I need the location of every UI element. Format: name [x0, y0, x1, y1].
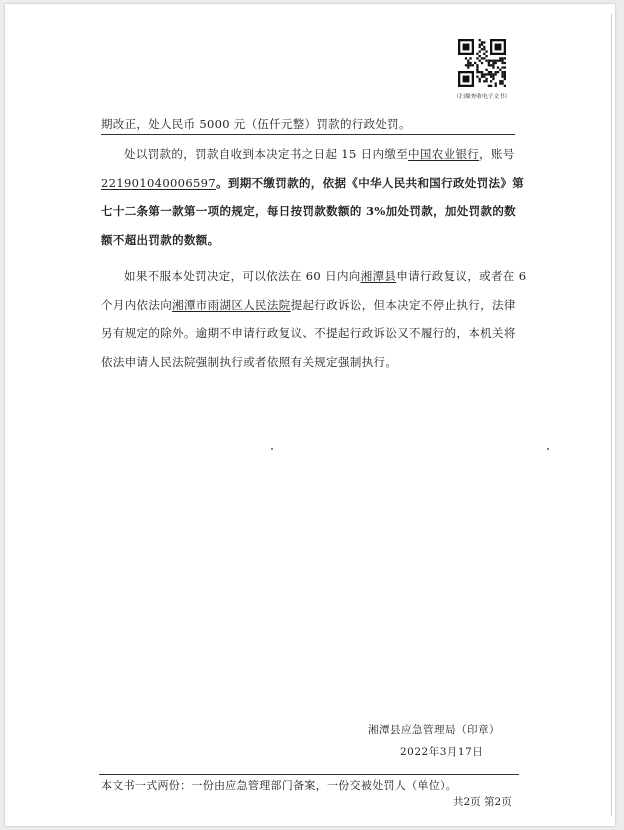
signature-block	[360, 719, 520, 763]
footer-note: 本文书一式两份：一份由应急管理部门备案，一份交被处罚人（单位）。	[101, 779, 458, 792]
underlined-text: 湘潭市雨湖区人民法院	[172, 297, 291, 312]
qr-block	[449, 39, 515, 100]
underlined-text: 中国农业银行	[408, 147, 480, 161]
paragraph-text: 处以罚款的，罚款自收到本决定书之日起 15 日内缴至	[124, 147, 409, 161]
paragraph-text: ，账号	[479, 147, 515, 161]
page-count: 共2页 第2页	[453, 796, 512, 808]
scan-dot	[547, 448, 549, 450]
paragraph-text: 如果不服本处罚决定，可以依法在 60 日内向	[124, 269, 361, 283]
underlined-text: 湘潭县	[360, 269, 397, 283]
document-page	[5, 4, 615, 826]
footer-rule	[99, 774, 519, 775]
continued-penalty-line: 期改正，处人民币 5000 元（伍仟元整）罚款的行政处罚。	[101, 116, 515, 135]
underlined-text: 221901040006597	[101, 175, 216, 190]
scan-dot	[271, 448, 273, 450]
payment-paragraph	[101, 140, 527, 254]
qr-code-icon	[458, 39, 506, 87]
bold-text: 。到期不缴罚款的，依据《中华人民共和国行政处罚法》第七十二条第一款第一项的规定，每日按罚款数额的 3%加处罚款，加处罚款的数额不超出罚款的数额。	[101, 175, 525, 247]
issue-date: 2022年3月17日	[400, 746, 484, 758]
qr-caption: （扫描查收电子文书）	[453, 93, 511, 100]
appeal-paragraph	[101, 262, 527, 376]
paragraph-text: 提起行政诉讼，但本决定不停止执行，法律另有规定的除外。逾期不申请行政复议、不提起行政诉讼又不履行的，本机关将依法申请人民法院强制执行或者依照有关规定强制执行。	[101, 297, 516, 369]
document-body	[101, 140, 527, 376]
issuer-name: 湘潭县应急管理局（印章）	[368, 724, 500, 736]
page-edge-line	[611, 14, 612, 816]
paragraph-text: 申请行政复议，或者在 6 个月内依法向	[101, 269, 527, 312]
